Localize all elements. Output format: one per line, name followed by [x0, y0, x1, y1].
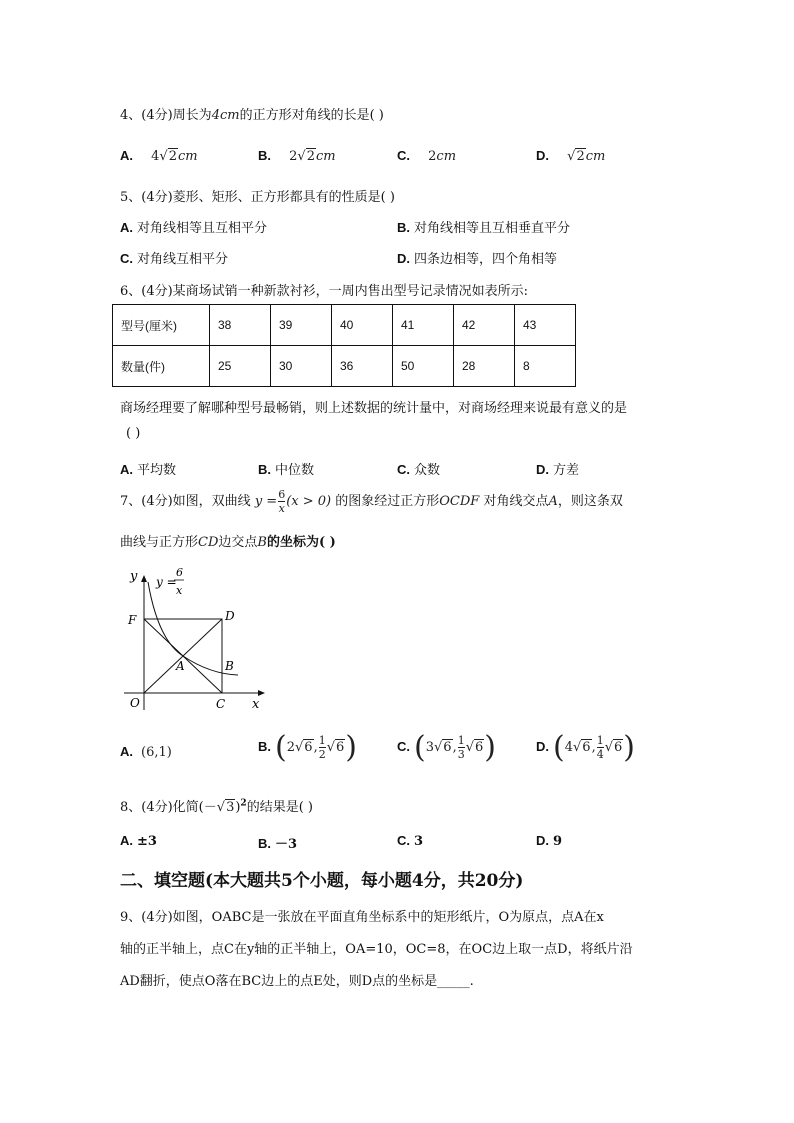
option-text: ±3 [137, 834, 157, 849]
q8-text: 8、(4分)化简(－ [120, 800, 217, 815]
q5-option-b [397, 217, 570, 236]
q7-point-a: A [548, 494, 558, 509]
comma: , [313, 740, 318, 755]
coef: 2 [286, 740, 295, 755]
table-cell: 25 [210, 346, 271, 387]
radicand: 2 [306, 149, 315, 164]
table-cell: 39 [271, 305, 332, 346]
comma: , [591, 740, 596, 755]
frac-numerator: 1 [596, 734, 604, 747]
q8-text: 的结果是( ) [246, 800, 313, 815]
option-text: 对角线相等且互相平分 [137, 221, 268, 236]
unit: cm [316, 149, 336, 164]
q9-line2: 轴的正半轴上，点C在y轴的正半轴上，OA=10，OC=8，在OC边上取一点D，将纸片沿 [120, 942, 633, 957]
unit: cm [436, 149, 457, 164]
q4-option-c [397, 148, 456, 164]
coef: 4 [564, 740, 573, 755]
sqrt-sign: √ [326, 740, 336, 755]
frac-denominator: 3 [457, 748, 465, 761]
q8-text: ) [235, 800, 241, 815]
paren-close: ) [484, 730, 497, 765]
q8-option-b [258, 833, 297, 852]
q7-text: 曲线与正方形 [120, 535, 199, 550]
paren-open: ( [553, 730, 565, 765]
table-header-cell: 数量(件) [113, 346, 210, 387]
frac-denominator: x [278, 502, 285, 515]
label-f: F [128, 613, 137, 627]
unit: cm [585, 149, 606, 164]
table-cell: 41 [393, 305, 454, 346]
q4-stem-math: 4cm [211, 108, 240, 123]
radicand: 3 [226, 800, 235, 815]
q7-condition: (x > 0) [286, 494, 332, 509]
option-label: B. [258, 462, 271, 477]
option-label: C. [397, 462, 410, 477]
q7-option-c [397, 730, 496, 765]
paren-open: ( [414, 730, 426, 765]
q6-data-table [112, 304, 576, 387]
label-c: C [216, 697, 226, 711]
q5-option-a [120, 217, 267, 236]
frac-numerator: 1 [457, 734, 465, 747]
q8-stem [120, 796, 313, 815]
frac-denominator: 4 [596, 748, 604, 761]
table-header-cell: 型号(厘米) [113, 305, 210, 346]
option-text: 众数 [414, 463, 441, 478]
fraction [597, 734, 604, 761]
label-d: D [225, 609, 235, 623]
option-label: C. [120, 251, 133, 266]
table-cell: 30 [271, 346, 332, 387]
q7-text: 的图象经过正方形 [335, 494, 440, 509]
option-label: D. [536, 462, 549, 477]
q7-option-b [258, 730, 357, 765]
option-text: 方差 [553, 463, 580, 478]
eq-numerator: 6 [176, 566, 183, 579]
label-b: B [225, 659, 234, 673]
coef: 2 [428, 149, 437, 164]
option-text: (6,1) [141, 745, 172, 760]
sqrt-sign: √ [216, 800, 226, 815]
option-text: 对角线互相平分 [137, 252, 229, 267]
q6-option-d [536, 459, 579, 478]
option-label: A. [120, 220, 133, 235]
q7-figure [112, 562, 272, 714]
option-text: 对角线相等且互相垂直平分 [414, 221, 571, 236]
q9-line1: 9、(4分)如图，OABC是一张放在平面直角坐标系中的矩形纸片，O为原点，点A在x [120, 910, 604, 925]
frac-denominator: 2 [318, 748, 326, 761]
q6-stem: 6、(4分)某商场试销一种新款衬衫，一周内售出型号记录情况如表所示: [120, 284, 529, 299]
eq-denominator: x [176, 584, 183, 597]
q4-option-b [258, 148, 336, 164]
radicand: 6 [336, 740, 345, 755]
table-cell: 28 [454, 346, 515, 387]
unit: cm [178, 149, 198, 164]
q7-square-name: OCDF [439, 494, 480, 509]
option-label: B. [258, 739, 271, 754]
option-label: C. [397, 148, 410, 163]
option-label: A. [120, 148, 133, 163]
table-cell: 50 [393, 346, 454, 387]
q4-stem-text-b: 的正方形对角线的长是( ) [239, 108, 384, 123]
q7-text: 边交点 [218, 535, 258, 550]
q9-line3: AD翻折，使点O落在BC边上的点E处，则D点的坐标是_____. [120, 974, 474, 989]
table-cell: 36 [332, 346, 393, 387]
q8-option-d [536, 833, 562, 849]
option-label: D. [536, 739, 549, 754]
option-text: 平均数 [137, 463, 177, 478]
option-text: －3 [275, 837, 298, 852]
sqrt-sign: √ [567, 149, 576, 164]
q6-answer-paren: ( ) [126, 426, 141, 441]
option-label: D. [397, 251, 410, 266]
option-text: 四条边相等，四个角相等 [414, 252, 558, 267]
q8-option-c [397, 833, 423, 849]
q7-point-b: B [257, 535, 267, 550]
sqrt-sign: √ [434, 740, 443, 755]
q4-stem-text-a: 4、(4分)周长为 [120, 108, 212, 123]
label-x: x [252, 697, 260, 712]
sqrt-sign: √ [465, 740, 475, 755]
option-text: 9 [553, 834, 563, 849]
option-label: A. [120, 833, 133, 848]
eq-y: y = [156, 575, 177, 589]
section-2-title: 二、填空题(本大题共5个小题，每小题4分，共20分) [120, 871, 524, 891]
sqrt-sign: √ [159, 149, 168, 164]
table-cell: 8 [515, 346, 576, 387]
q7-text: ，则这条双 [557, 494, 623, 509]
sqrt-sign: √ [295, 740, 304, 755]
q7-text: 的坐标为( ) [266, 535, 336, 550]
radicand: 6 [443, 740, 452, 755]
fraction [319, 734, 326, 761]
q6-option-c [397, 459, 440, 478]
q7-option-d [536, 730, 635, 765]
option-label: A. [120, 744, 133, 759]
q4-option-d [536, 148, 605, 164]
q5-option-c [120, 248, 228, 267]
radicand: 6 [614, 740, 623, 755]
table-cell: 38 [210, 305, 271, 346]
q7-option-a [120, 744, 172, 760]
option-label: D. [536, 833, 549, 848]
q5-stem: 5、(4分)菱形、矩形、正方形都具有的性质是( ) [120, 190, 395, 205]
q5-option-d [397, 248, 557, 267]
paren-open: ( [275, 730, 287, 765]
coef: 4 [151, 149, 160, 164]
sqrt-sign: √ [297, 149, 306, 164]
option-text: 中位数 [275, 463, 315, 478]
option-label: D. [536, 148, 549, 163]
sqrt-sign: √ [604, 740, 614, 755]
q6-option-a [120, 459, 176, 478]
table-row [113, 346, 576, 387]
q8-option-a [120, 833, 157, 849]
radicand: 6 [475, 740, 484, 755]
option-label: B. [258, 836, 271, 851]
q6-option-b [258, 459, 314, 478]
radicand: 6 [582, 740, 591, 755]
q7-fraction [278, 488, 285, 515]
frac-numerator: 1 [318, 734, 326, 747]
frac-numerator: 6 [278, 488, 286, 501]
q7-stem-line1 [120, 487, 623, 517]
q7-text: 对角线交点 [483, 494, 549, 509]
q6-followup: 商场经理要了解哪种型号最畅销，则上述数据的统计量中，对商场经理来说最有意义的是 [120, 401, 628, 416]
option-label: C. [397, 739, 410, 754]
exponent: 2 [240, 798, 247, 809]
q4-stem [120, 104, 384, 123]
radicand: 2 [168, 149, 177, 164]
comma: , [452, 740, 457, 755]
q7-stem-line2 [120, 531, 336, 550]
label-a: A [176, 659, 185, 673]
q7-text: 7、(4分)如图，双曲线 [120, 494, 251, 509]
q7-y-eq: y = [254, 494, 278, 509]
option-text: 3 [414, 834, 424, 849]
label-y: y [130, 569, 138, 584]
sqrt-sign: √ [573, 740, 582, 755]
coef: 2 [289, 149, 298, 164]
paren-close: ) [623, 730, 636, 765]
table-cell: 43 [515, 305, 576, 346]
label-o: O [130, 696, 140, 710]
fraction [458, 734, 465, 761]
table-cell: 40 [332, 305, 393, 346]
coef: 3 [425, 740, 434, 755]
radicand: 6 [304, 740, 313, 755]
option-label: A. [120, 462, 133, 477]
option-label: B. [397, 220, 410, 235]
radicand: 2 [576, 149, 585, 164]
table-cell: 42 [454, 305, 515, 346]
table-row [113, 305, 576, 346]
option-label: C. [397, 833, 410, 848]
option-label: B. [258, 148, 271, 163]
q7-side-name: CD [198, 535, 219, 550]
q4-option-a [120, 148, 198, 164]
paren-close: ) [345, 730, 358, 765]
